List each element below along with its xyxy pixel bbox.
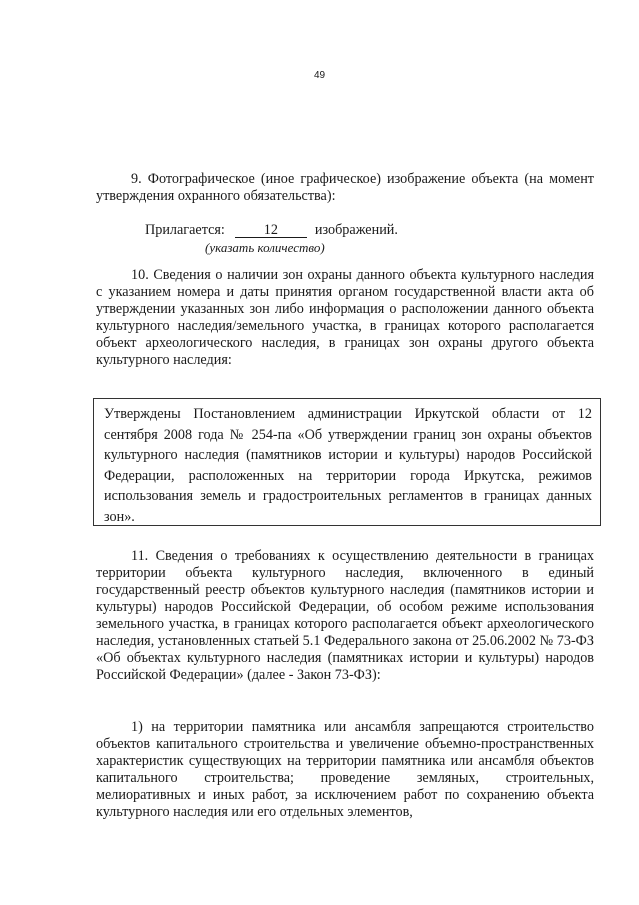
attach-unit: изображений.	[314, 222, 398, 238]
attach-hint: (указать количество)	[205, 240, 325, 255]
section-10-text: 10. Сведения о наличии зон охраны данного объекта культурного наследия с указанием номера и даты принятия органом государственной власти акта об утверждении указанных зон либо информация о расположении данного объекта культурного наследия/земельного участка, в границах которого располагается объект археологического наследия, в границах зон охраны другого объекта культурного наследия:	[96, 267, 594, 368]
page-number: 49	[313, 70, 326, 81]
attach-label: Прилагается:	[145, 222, 225, 238]
section-11-text: 11. Сведения о требованиях к осуществлению деятельности в границах территории объекта культурного наследия, включенного в единый государственный реестр объектов культурного наследия (памятников истории и культуры) народов Российской Федерации, об особом режиме использования земельного участка, в границах которого располагается объект археологического наследия, установленных статьей 5.1 Федерального закона от 25.06.2002 № 73-ФЗ «Об объектах культурного наследия (памятниках истории и культуры) народов Российской Федерации» (далее - Закон 73-ФЗ):	[96, 548, 594, 683]
section-11-item-1: 1) на территории памятника или ансамбля запрещаются строительство объектов капитального строительства и увеличение объемно-пространственных характеристик существующих на территории памятника или ансамбля объектов капитального строительства; проведение земляных, строительных, мелиоративных и иных работ, за исключением работ по сохранению объекта культурного наследия или его отдельных элементов,	[96, 719, 594, 820]
attachment-line	[145, 222, 398, 239]
section-9-text: 9. Фотографическое (иное графическое) изображение объекта (на момент утверждения охранного обязательства):	[96, 171, 594, 204]
attach-count: 12	[235, 223, 307, 238]
zones-approval-box: Утверждены Постановлением администрации Иркутской области от 12 сентября 2008 года № 254-па «Об утверждении границ зон охраны объектов культурного наследия (памятников истории и культуры) народов Российской Федерации, расположенных на территории города Иркутска, режимов использования земель и градостроительных регламентов в границах данных зон».	[93, 398, 601, 526]
